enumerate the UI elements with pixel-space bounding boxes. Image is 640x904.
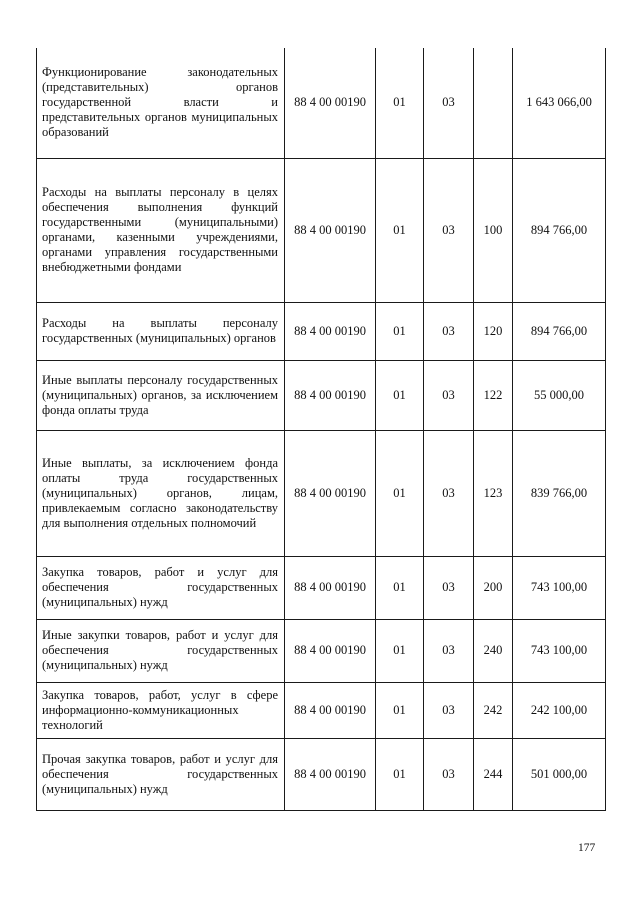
row-amount: 501 000,00 xyxy=(513,738,606,810)
row-subsection: 03 xyxy=(424,430,474,556)
row-description: Иные выплаты, за исключением фонда оплаты труда государственных (муниципальных) органов, лицам, привлекаемым согласно законодательству для выполнения отдельных полномочий xyxy=(37,430,285,556)
row-amount: 894 766,00 xyxy=(513,158,606,302)
table-row xyxy=(37,302,606,360)
row-expense-type: 242 xyxy=(474,682,513,738)
table-row xyxy=(37,619,606,682)
row-section: 01 xyxy=(376,619,424,682)
budget-table xyxy=(36,48,606,811)
row-subsection: 03 xyxy=(424,619,474,682)
row-subsection: 03 xyxy=(424,302,474,360)
row-description: Иные закупки товаров, работ и услуг для обеспечения государственных (муниципальных) нужд xyxy=(37,619,285,682)
row-description: Закупка товаров, работ и услуг для обеспечения государственных (муниципальных) нужд xyxy=(37,556,285,619)
row-amount: 743 100,00 xyxy=(513,556,606,619)
row-expense-type xyxy=(474,48,513,158)
row-amount: 839 766,00 xyxy=(513,430,606,556)
row-subsection: 03 xyxy=(424,556,474,619)
row-description: Закупка товаров, работ, услуг в сфере информационно-коммуникационных технологий xyxy=(37,682,285,738)
row-subsection: 03 xyxy=(424,158,474,302)
row-section: 01 xyxy=(376,556,424,619)
page-number: 177 xyxy=(578,842,596,854)
row-expense-type: 100 xyxy=(474,158,513,302)
row-expense-type: 240 xyxy=(474,619,513,682)
table-row xyxy=(37,48,606,158)
row-description: Прочая закупка товаров, работ и услуг для обеспечения государственных (муниципальных) нужд xyxy=(37,738,285,810)
row-target-article: 88 4 00 00190 xyxy=(285,302,376,360)
row-amount: 743 100,00 xyxy=(513,619,606,682)
row-target-article: 88 4 00 00190 xyxy=(285,360,376,430)
row-subsection: 03 xyxy=(424,48,474,158)
row-section: 01 xyxy=(376,158,424,302)
table-row xyxy=(37,430,606,556)
table-row xyxy=(37,738,606,810)
row-section: 01 xyxy=(376,360,424,430)
row-subsection: 03 xyxy=(424,682,474,738)
table-row xyxy=(37,682,606,738)
table-row xyxy=(37,360,606,430)
row-target-article: 88 4 00 00190 xyxy=(285,738,376,810)
table-row xyxy=(37,158,606,302)
table-row xyxy=(37,556,606,619)
row-description: Расходы на выплаты персоналу в целях обеспечения выполнения функций государственными (муниципальными) органами, казенными учреждениями, органами управления государственными внебюджетными фондами xyxy=(37,158,285,302)
row-description: Иные выплаты персоналу государственных (муниципальных) органов, за исключением фонда оплаты труда xyxy=(37,360,285,430)
row-description: Расходы на выплаты персоналу государственных (муниципальных) органов xyxy=(37,302,285,360)
row-amount: 1 643 066,00 xyxy=(513,48,606,158)
row-expense-type: 123 xyxy=(474,430,513,556)
row-section: 01 xyxy=(376,48,424,158)
row-target-article: 88 4 00 00190 xyxy=(285,430,376,556)
row-section: 01 xyxy=(376,302,424,360)
row-expense-type: 120 xyxy=(474,302,513,360)
row-section: 01 xyxy=(376,738,424,810)
row-target-article: 88 4 00 00190 xyxy=(285,682,376,738)
row-expense-type: 122 xyxy=(474,360,513,430)
row-amount: 242 100,00 xyxy=(513,682,606,738)
row-target-article: 88 4 00 00190 xyxy=(285,48,376,158)
row-section: 01 xyxy=(376,682,424,738)
row-amount: 55 000,00 xyxy=(513,360,606,430)
row-expense-type: 244 xyxy=(474,738,513,810)
row-section: 01 xyxy=(376,430,424,556)
row-subsection: 03 xyxy=(424,738,474,810)
row-target-article: 88 4 00 00190 xyxy=(285,556,376,619)
row-expense-type: 200 xyxy=(474,556,513,619)
row-amount: 894 766,00 xyxy=(513,302,606,360)
row-target-article: 88 4 00 00190 xyxy=(285,158,376,302)
row-description: Функционирование законодательных (представительных) органов государственной власти и представительных органов муниципальных образований xyxy=(37,48,285,158)
row-subsection: 03 xyxy=(424,360,474,430)
row-target-article: 88 4 00 00190 xyxy=(285,619,376,682)
